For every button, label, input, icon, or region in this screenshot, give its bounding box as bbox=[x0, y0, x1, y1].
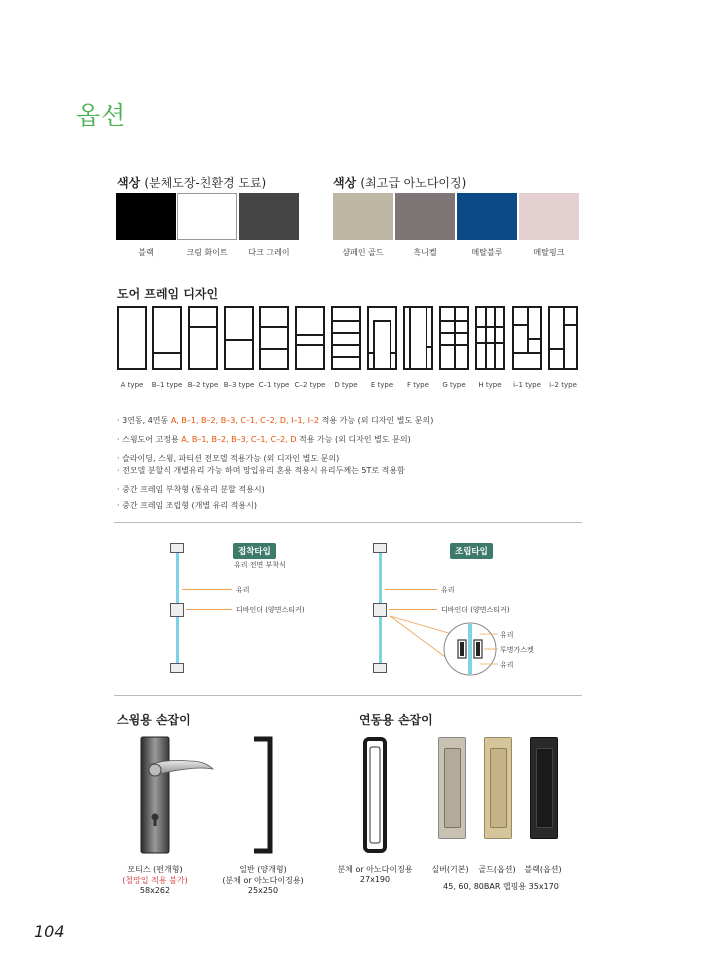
note-line: · 중간 프레임 부착형 (통유리 분할 적용시) bbox=[117, 485, 265, 494]
swatch-label: 메탈블루 bbox=[471, 248, 503, 257]
leader-line bbox=[385, 589, 437, 590]
detail-zoom-diagram bbox=[380, 612, 520, 680]
mortise-caption-size: 58x262 bbox=[139, 886, 171, 895]
door-b1-type bbox=[152, 306, 182, 370]
recess-inner bbox=[490, 748, 507, 828]
page-number: 104 bbox=[34, 922, 65, 941]
recess-handle-gold bbox=[484, 737, 512, 839]
door-f-type bbox=[403, 306, 433, 370]
color-powder-header bbox=[117, 174, 266, 191]
door-type-label: B–2 type bbox=[187, 381, 219, 389]
note-line: · 중간 프레임 조립형 (개별 유리 적용시) bbox=[117, 501, 257, 510]
slide-bar-caption-line1: 분체 or 아노다이징용 bbox=[337, 865, 413, 874]
recess-inner bbox=[536, 748, 553, 828]
door-type-label: A type bbox=[120, 381, 144, 389]
mortise-caption-line1: 모티스 (편개형) bbox=[127, 865, 183, 874]
door-type-label: i–2 type bbox=[549, 381, 577, 389]
divider-label: 디바인더 (양면스티커) bbox=[441, 606, 510, 614]
swatch-metal-pink bbox=[519, 193, 579, 240]
recess-inner bbox=[444, 748, 461, 828]
swatch-champagne-gold bbox=[333, 193, 393, 240]
door-type-label: D type bbox=[334, 381, 358, 389]
adhesive-sub-label: 유리 전면 부착식 bbox=[234, 561, 286, 569]
door-i2-type bbox=[548, 306, 578, 370]
door-frame-header: 도어 프레임 디자인 bbox=[117, 287, 219, 301]
door-i1-type bbox=[512, 306, 542, 370]
mortise-caption bbox=[115, 864, 195, 895]
note-line: · 스윙도어 고정용 A, B–1, B–2, B–3, C–1, C–2, D 적용 가능 (외 디자인 별도 문의) bbox=[117, 435, 411, 444]
swatch-cream-white bbox=[177, 193, 237, 240]
swatch-label: 메탈핑크 bbox=[533, 248, 565, 257]
swatch-label: 크림 화이트 bbox=[186, 248, 228, 257]
door-type-label: C–2 type bbox=[294, 381, 326, 389]
door-h-type bbox=[475, 306, 505, 370]
note-line: · 3연동, 4연동 A, B–1, B–2, B–3, C–1, C–2, D, I–1, I–2 적용 가능 (외 디자인 별도 문의) bbox=[117, 416, 434, 425]
swatch-label: 블랙 bbox=[138, 248, 154, 257]
slide-bar-caption-size: 27x190 bbox=[359, 875, 391, 884]
color-anodizing-header-sub: (최고급 아노다이징) bbox=[360, 176, 467, 190]
color-anodizing-header bbox=[333, 174, 466, 191]
slide-bar-handle-image bbox=[360, 735, 390, 855]
mortise-handle-image bbox=[135, 735, 217, 855]
swatch-dark-gray bbox=[239, 193, 299, 240]
door-b2-type bbox=[188, 306, 218, 370]
door-d-type bbox=[331, 306, 361, 370]
door-type-label: i–1 type bbox=[513, 381, 541, 389]
general-caption bbox=[218, 864, 308, 895]
adhesive-type-badge: 접착타입 bbox=[233, 543, 276, 559]
door-type-label: C–1 type bbox=[258, 381, 290, 389]
glass-label: 유리 bbox=[441, 586, 455, 594]
door-type-label: E type bbox=[370, 381, 394, 389]
detail-gasket-label: 투명가스켓 bbox=[500, 646, 534, 654]
swing-handle-header: 스윙용 손잡이 bbox=[117, 713, 191, 727]
detail-glass-top-label: 유리 bbox=[500, 631, 514, 639]
slide-handle-header: 연동용 손잡이 bbox=[359, 713, 433, 727]
door-b3-type bbox=[224, 306, 254, 370]
color-anodizing-header-main: 색상 bbox=[333, 176, 357, 190]
door-type-label: B–1 type bbox=[151, 381, 183, 389]
page-title: 옵션 bbox=[76, 101, 127, 130]
general-pull-handle-image bbox=[248, 735, 278, 855]
general-caption-line2: (분체 or 아노다이징용) bbox=[222, 876, 304, 885]
detail-glass-bottom-label: 유리 bbox=[500, 661, 514, 669]
swatch-label: 다크 그레이 bbox=[248, 248, 290, 257]
door-g-type bbox=[439, 306, 469, 370]
color-powder-header-sub: (분체도장-친환경 도료) bbox=[144, 176, 267, 190]
note-line: · 슬라이딩, 스윙, 파티션 전모델 적용가능 (외 디자인 별도 문의) bbox=[117, 454, 340, 463]
glass-label: 유리 bbox=[236, 586, 250, 594]
door-e-type bbox=[367, 306, 397, 370]
recess-label-black: 블랙(옵션) bbox=[524, 865, 562, 874]
swatch-label: 흑니켈 bbox=[413, 248, 437, 257]
swatch-black bbox=[116, 193, 176, 240]
recess-label-gold: 골드(옵션) bbox=[478, 865, 516, 874]
divider-rule bbox=[114, 522, 582, 523]
divider-label: 디바인더 (양면스티커) bbox=[236, 606, 305, 614]
swatch-black-nickel bbox=[395, 193, 455, 240]
assembly-type-badge: 조립타입 bbox=[450, 543, 493, 559]
frame-clip bbox=[170, 543, 184, 553]
slide-bar-caption bbox=[330, 864, 420, 884]
door-c2-type bbox=[295, 306, 325, 370]
recess-size-caption: 45, 60, 80BAR 랩핑용 35x170 bbox=[443, 882, 559, 891]
leader-line bbox=[186, 609, 232, 610]
general-caption-line1: 일반 (양개형) bbox=[239, 865, 287, 874]
leader-line bbox=[182, 589, 232, 590]
recess-handle-black bbox=[530, 737, 558, 839]
recess-handle-silver bbox=[438, 737, 466, 839]
recess-label-silver: 실버(기본) bbox=[431, 865, 469, 874]
door-type-label: H type bbox=[478, 381, 502, 389]
door-type-label: G type bbox=[442, 381, 466, 389]
swatch-label: 샴페인 골드 bbox=[342, 248, 384, 257]
door-a-type bbox=[117, 306, 147, 370]
general-caption-size: 25x250 bbox=[247, 886, 279, 895]
frame-clip bbox=[373, 543, 387, 553]
door-type-label: B–3 type bbox=[223, 381, 255, 389]
door-c1-type bbox=[259, 306, 289, 370]
frame-clip bbox=[170, 663, 184, 673]
frame-clip bbox=[170, 603, 184, 617]
swatch-metal-blue bbox=[457, 193, 517, 240]
color-powder-header-main: 색상 bbox=[117, 176, 141, 190]
leader-line bbox=[389, 609, 437, 610]
divider-rule bbox=[114, 695, 582, 696]
note-line: · 전모델 분할식 개별유리 가능 하며 망입유리 혼용 적용시 유리두께는 5T로 적용함 bbox=[117, 466, 405, 475]
mortise-caption-line2: (철망입 적용 불가) bbox=[122, 876, 188, 885]
door-type-label: F type bbox=[407, 381, 429, 389]
